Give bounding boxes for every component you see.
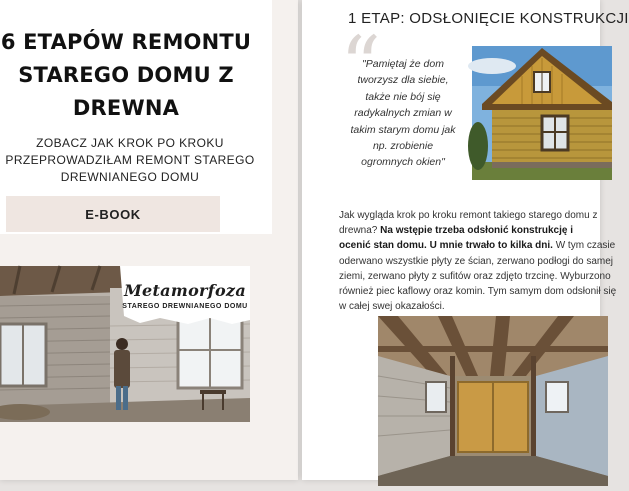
body-line: w całej swej okazałości. [339, 301, 445, 313]
metamorfoza-badge [120, 266, 250, 324]
ebook-content-page [302, 0, 629, 480]
body-line: oderwano wszystkie płyty ze ścian, zerwano podłogi do samej [339, 255, 614, 267]
wooden-house-photo [472, 46, 612, 180]
body-bold-fragment: ocenić stan domu. U mnie trwało to kilka dni. [339, 240, 553, 252]
badge-title: Metamorfoza [124, 280, 246, 300]
cover-photo [0, 266, 250, 422]
interior-construction-photo [378, 316, 608, 486]
quote-mark-icon: “ [340, 19, 381, 112]
body-line: również piec kaflowy oraz komin. Tym samym dom odsłonił się [339, 286, 617, 298]
badge-subtitle: STAREGO DREWNIANEGO DOMU [122, 302, 248, 310]
pull-quote: "Pamiętaj że dom tworzysz dla siebie, także nie bój się radykalnych zmian w takim starym domu jak np. zrobienie ogromnych okien" [350, 58, 456, 169]
body-fragment: drewna? [339, 225, 381, 237]
ebook-cover-page [0, 0, 298, 480]
stage-heading: 1 ETAP: ODSŁONIĘCIE KONSTRUKCJI [348, 10, 629, 27]
wooden-house-illustration [472, 46, 612, 180]
stage-description [339, 208, 617, 314]
body-line [339, 238, 616, 253]
body-line [339, 223, 601, 238]
body-fragment: W tym czasie [552, 240, 616, 252]
interior-construction-illustration [378, 316, 608, 486]
body-bold-fragment: Na wstępie trzeba odsłonić konstrukcję i [380, 225, 573, 237]
body-line: ziemi, zerwano płyty z sufitów oraz zdjęto trzcinę. Wyburzono [339, 270, 611, 282]
ebook-button[interactable]: E-BOOK [6, 196, 220, 232]
cover-title: 6 ETAPÓW REMONTU STAREGO DOMU Z DREWNA [0, 30, 252, 120]
body-line: Jak wygląda krok po kroku remont takiego starego domu z [339, 210, 598, 221]
cover-subtitle: ZOBACZ JAK KROK PO KROKU PRZEPROWADZIŁAM REMONT STAREGO DREWNIANEGO DOMU [5, 136, 255, 184]
